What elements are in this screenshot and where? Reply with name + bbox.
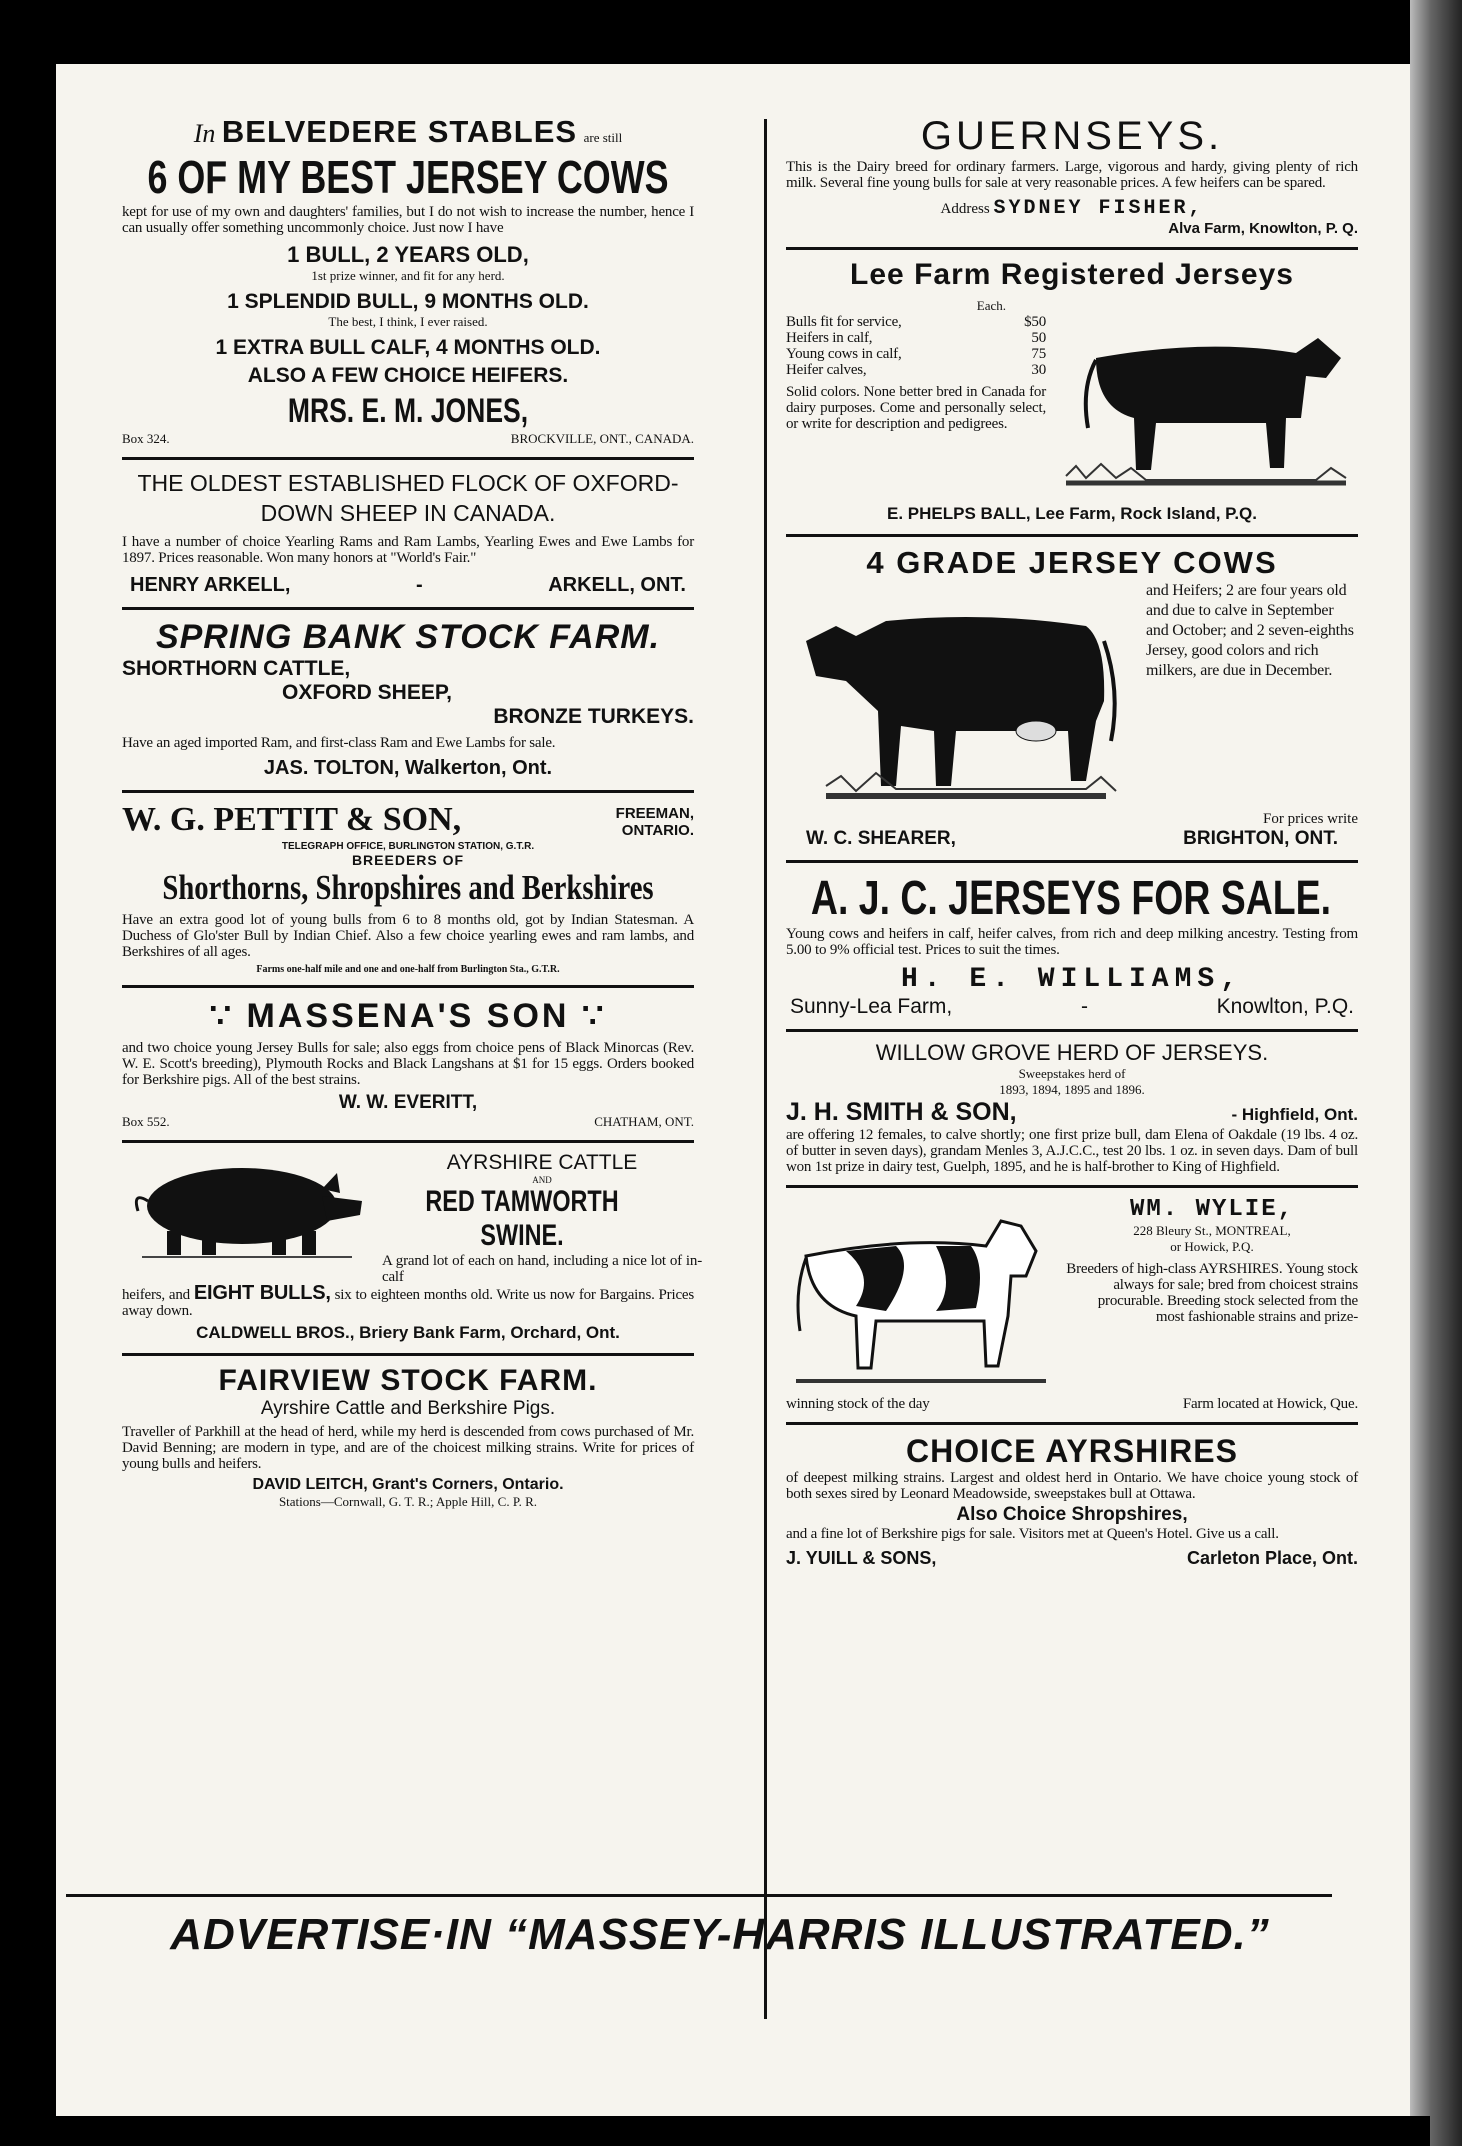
caldwell-body1: A grand lot of each on hand, including a nice lot of in-calf: [382, 1253, 702, 1285]
wylie-tail2: Farm located at Howick, Que.: [1182, 1396, 1358, 1412]
ajc-headline: A. J. C. JERSEYS FOR SALE.: [810, 872, 1332, 925]
dots-left-icon: ∵: [209, 997, 235, 1035]
footer-rule: [66, 1894, 1332, 1897]
dots-right-icon: ∵: [581, 997, 607, 1035]
caldwell-signer: CALDWELL BROS., Briery Bank Farm, Orchard, Ont.: [196, 1323, 620, 1342]
willow-sweep1: Sweepstakes herd of: [1018, 1066, 1126, 1081]
grade-body: and Heifers; 2 are four years old and due to calve in September and October; and 2 seven-eighths Jersey, good colors and rich milkers, are due in December.: [1146, 582, 1354, 679]
ajc-body: Young cows and heifers in calf, heifer calves, from rich and deep milking ancestry. Testing from 5.00 to 9% official test. Prices to suit the times.: [786, 926, 1358, 958]
springbank-body: Have an aged imported Ram, and first-class Ram and Ewe Lambs for sale.: [122, 735, 556, 751]
pettit-breeders: BREEDERS OF: [351, 852, 465, 868]
fairview-signer: DAVID LEITCH, Grant's Corners, Ontario.: [252, 1476, 564, 1493]
oxford-headline: THE OLDEST ESTABLISHED FLOCK OF OXFORD-DOWN SHEEP IN CANADA.: [137, 470, 679, 526]
ajc-dash: -: [1080, 995, 1088, 1018]
massena-headline: MASSENA'S SON: [246, 997, 570, 1035]
ajc-name: H. E. WILLIAMS,: [900, 964, 1244, 995]
scan-left-border: [0, 64, 56, 2146]
pettit-name: W. G. PETTIT & SON,: [122, 801, 462, 838]
pettit-body: Have an extra good lot of young bulls from 6 to 8 months old, got by Indian Statesman. A Duchess of Glo'ster Bull by Indian Chief. Also a few choice yearling ewes and ram lambs, and Berkshires of all ages.: [122, 912, 694, 960]
choice-signer: J. YUILL & SONS,: [786, 1548, 937, 1568]
willow-sweep2: 1893, 1894, 1895 and 1896.: [999, 1082, 1145, 1097]
leefarm-price-row: Heifer calves, 30: [786, 362, 1046, 378]
wylie-addr2: or Howick, P.Q.: [1170, 1239, 1254, 1254]
caldwell-body2c: six to eighteen months old. Write us now for Bargains. Prices away down.: [122, 1287, 694, 1319]
willow-ad: [786, 1032, 1358, 1188]
leefarm-price-row: Young cows in calf, 75: [786, 346, 1046, 362]
grade-cow-illustration-icon: [786, 581, 1136, 811]
wylie-addr1: 228 Bleury St., MONTREAL,: [1133, 1223, 1291, 1238]
wylie-tail1: winning stock of the day: [786, 1396, 930, 1412]
belvedere-pre: In: [193, 119, 216, 148]
willow-headline: WILLOW GROVE HERD OF JERSEYS.: [875, 1040, 1269, 1065]
choice-body2: and a fine lot of Berkshire pigs for sale. Visitors met at Queen's Hotel. Give us a call.: [786, 1526, 1279, 1542]
belvedere-box: Box 324.: [122, 431, 170, 446]
pettit-farms: Farms one-half mile and one and one-half from Burlington Sta., G.T.R.: [256, 964, 560, 975]
guernseys-headline: GUERNSEYS.: [920, 114, 1224, 158]
leefarm-price-row: Heifers in calf, 50: [786, 330, 1046, 346]
belvedere-ad: [122, 114, 694, 460]
right-column: [786, 114, 1358, 1579]
belvedere-item1: 1 BULL, 2 YEARS OLD,: [287, 242, 529, 267]
belvedere-headline: 6 OF MY BEST JERSEY COWS: [147, 151, 669, 203]
belvedere-item2: 1 SPLENDID BULL, 9 MONTHS OLD.: [227, 290, 589, 313]
leefarm-headline: Lee Farm Registered Jerseys: [850, 258, 1294, 291]
ayrshire-cow-illustration-icon: [786, 1196, 1056, 1396]
footer-slogan: ADVERTISE·IN “MASSEY-HARRIS ILLUSTRATED.”: [170, 1910, 1270, 1959]
belvedere-name: BELVEDERE STABLES: [221, 114, 578, 149]
massena-place: CHATHAM, ONT.: [594, 1114, 694, 1129]
advertisement-page: [56, 64, 1410, 2116]
choice-place: Carleton Place, Ont.: [1186, 1548, 1358, 1568]
leefarm-ad: [786, 250, 1358, 537]
fairview-sub: Ayrshire Cattle and Berkshire Pigs.: [260, 1398, 556, 1419]
fairview-headline: FAIRVIEW STOCK FARM.: [218, 1364, 598, 1397]
massena-box: Box 552.: [122, 1114, 170, 1129]
leefarm-each: Each.: [976, 298, 1006, 313]
fairview-body: Traveller of Parkhill at the head of herd, while my herd is descended from cows purchased of Mr. David Benning; are modern in type, and are of the choicest milking strains. Write for prices of young bulls and heifers.: [122, 1424, 694, 1472]
caldwell-body2a: heifers, and: [122, 1287, 190, 1303]
pettit-ad: [122, 793, 694, 988]
springbank-signer: JAS. TOLTON, Walkerton, Ont.: [263, 757, 553, 779]
wylie-body: Breeders of high-class AYRSHIRES. Young stock always for sale; bred from choicest strains procurable. Breeding stock selected from the most fashionable strains and prize-: [1066, 1261, 1358, 1325]
caldwell-line2: RED TAMWORTH SWINE.: [425, 1185, 619, 1252]
ajc-farm: Sunny-Lea Farm,: [790, 995, 953, 1018]
oxford-place: ARKELL, ONT.: [548, 574, 686, 596]
pettit-office: TELEGRAPH OFFICE, BURLINGTON STATION, G.T.R.: [281, 841, 535, 852]
willow-name: J. H. SMITH & SON,: [786, 1098, 1017, 1126]
guernseys-body: This is the Dairy breed for ordinary farmers. Large, vigorous and hardy, giving plenty of rich milk. Several fine young bulls for sale at very reasonable prices. A few heifers can be spared.: [786, 159, 1358, 191]
fairview-stations: Stations—Cornwall, G. T. R.; Apple Hill, C. P. R.: [278, 1494, 538, 1509]
grade-ad: [786, 537, 1358, 863]
belvedere-item1-note: 1st prize winner, and fit for any herd.: [311, 268, 505, 283]
grade-prices: For prices write: [1263, 811, 1358, 827]
caldwell-line1: AYRSHIRE CATTLE: [446, 1151, 638, 1174]
oxford-body: I have a number of choice Yearling Rams and Ram Lambs, Yearling Ewes and Ewe Lambs for 1897. Prices reasonable. Won many honors at "World's Fair.": [122, 534, 694, 566]
jersey-cow-illustration-icon: [1056, 298, 1356, 498]
oxford-name: HENRY ARKELL,: [130, 574, 291, 596]
springbank-ad: [122, 610, 694, 793]
massena-signer: W. W. EVERITT,: [338, 1092, 478, 1113]
ajc-ad: [786, 863, 1358, 1032]
willow-place: - Highfield, Ont.: [1231, 1105, 1358, 1124]
massena-ad: [122, 988, 694, 1143]
springbank-line2: OXFORD SHEEP,: [282, 681, 452, 704]
leefarm-price-row: Bulls fit for service, $50: [786, 314, 1046, 330]
grade-place: BRIGHTON, ONT.: [1183, 828, 1338, 849]
springbank-line3: BRONZE TURKEYS.: [493, 705, 694, 728]
pettit-headline: Shorthorns, Shropshires and Berkshires: [162, 868, 654, 907]
guernseys-ad: [786, 114, 1358, 250]
belvedere-intro: kept for use of my own and daughters' families, but I do not wish to increase the number, hence I can usually offer something uncommonly choice. Just now I have: [122, 204, 694, 236]
left-column: [122, 114, 702, 1520]
grade-headline: 4 GRADE JERSEY COWS: [866, 545, 1278, 580]
springbank-line1: SHORTHORN CATTLE,: [122, 657, 351, 680]
springbank-headline: SPRING BANK STOCK FARM.: [155, 618, 661, 656]
choice-headline: CHOICE AYRSHIRES: [906, 1433, 1238, 1469]
caldwell-ad: [122, 1143, 702, 1356]
belvedere-item2-note: The best, I think, I ever raised.: [328, 314, 488, 329]
belvedere-post: are still: [583, 130, 623, 145]
fairview-ad: [122, 1356, 694, 1520]
belvedere-signer: MRS. E. M. JONES,: [287, 392, 529, 430]
pig-illustration-icon: [122, 1151, 372, 1261]
pettit-province: ONTARIO.: [621, 822, 694, 839]
scan-top-border: [0, 0, 1410, 64]
oxford-ad: [122, 460, 694, 610]
caldwell-and: AND: [532, 1175, 552, 1185]
column-divider: [764, 119, 767, 2019]
guernseys-address: Address: [940, 201, 990, 217]
leefarm-body: Solid colors. None better bred in Canada for dairy purposes. Come and personally select, or write for description and pedigrees.: [786, 384, 1046, 432]
scan-right-edge: [1410, 0, 1462, 2146]
choice-ad: [786, 1425, 1358, 1579]
massena-body: and two choice young Jersey Bulls for sale; also eggs from choice pens of Black Minorcas (Rev. W. E. Scott's breeding), Plymouth Rocks and Black Langshans at $1 for 15 eggs. Orders booked for Berkshire pigs. All of the best strains.: [122, 1040, 694, 1088]
guernseys-farm: Alva Farm, Knowlton, P. Q.: [1168, 220, 1358, 237]
belvedere-item4: ALSO A FEW CHOICE HEIFERS.: [247, 364, 569, 387]
belvedere-item3: 1 EXTRA BULL CALF, 4 MONTHS OLD.: [215, 336, 601, 359]
ajc-place: Knowlton, P.Q.: [1216, 995, 1354, 1018]
caldwell-body2b: EIGHT BULLS,: [193, 1282, 331, 1304]
choice-also: Also Choice Shropshires,: [956, 1504, 1188, 1525]
oxford-dash: -: [415, 574, 423, 596]
grade-name: W. C. SHEARER,: [806, 828, 956, 849]
leefarm-signer: E. PHELPS BALL, Lee Farm, Rock Island, P.Q.: [886, 504, 1257, 523]
belvedere-place: BROCKVILLE, ONT., CANADA.: [510, 431, 694, 446]
guernseys-name: SYDNEY FISHER,: [993, 197, 1204, 220]
wylie-name: WM. WYLIE,: [1129, 1196, 1295, 1223]
pettit-town: FREEMAN,: [615, 805, 694, 822]
wylie-ad: [786, 1188, 1358, 1425]
willow-body: are offering 12 females, to calve shortly; one first prize bull, dam Elena of Oakdale (19 lbs. 4 oz. of butter in seven days), grandam Menles 3, A.J.C.C., test 20 lbs. 1 oz. in seven days. Dam of bull won 1st prize in dairy test, Guelph, 1895, and he is half-brother to King of Highfield.: [786, 1127, 1358, 1175]
choice-body: of deepest milking strains. Largest and oldest herd in Ontario. We have choice young stock of both sexes sired by Leonard Meadowside, sweepstakes bull at Ottawa.: [786, 1470, 1358, 1502]
scan-bottom-border: [0, 2116, 1430, 2146]
